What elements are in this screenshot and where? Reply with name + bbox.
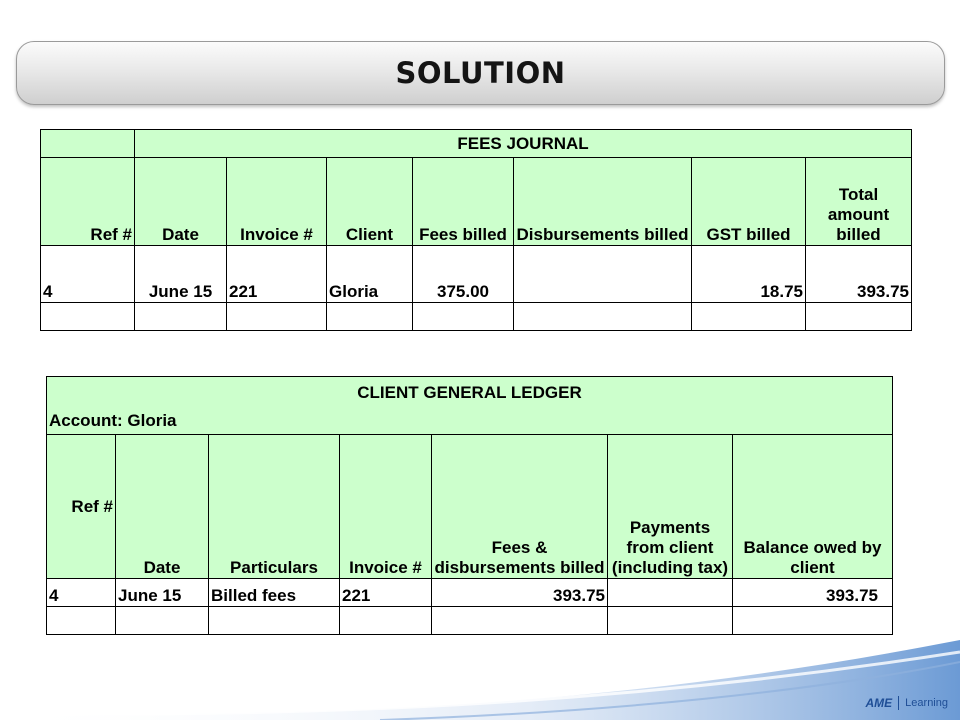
ledger-header-invoice: Invoice # [340,435,432,579]
fees-cell-disbursements [514,246,692,303]
fees-cell-total: 393.75 [806,246,912,303]
fees-empty-cell [413,303,514,331]
fees-journal-corner [41,130,135,158]
ledger-cell-balance: 393.75 [733,579,893,607]
fees-header-total: Total amount billed [806,158,912,246]
ledger-cell-ref: 4 [47,579,116,607]
client-ledger-table [46,376,893,635]
logo-brand: AME [865,696,893,710]
footer-wave-decoration [0,600,960,720]
page-title: SOLUTION [395,56,566,90]
fees-header-gst: GST billed [692,158,806,246]
logo-subtitle: Learning [905,697,948,709]
fees-empty-cell [135,303,227,331]
fees-header-date: Date [135,158,227,246]
ledger-header-balance: Balance owed by client [733,435,893,579]
title-banner [16,41,945,105]
ledger-cell-date: June 15 [116,579,209,607]
table-row [41,303,912,331]
ledger-cell-particulars: Billed fees [209,579,340,607]
fees-empty-cell [806,303,912,331]
fees-journal-table [40,129,912,331]
table-row [41,246,912,303]
ledger-header-fees-disbursements: Fees & disbursements billed [432,435,608,579]
fees-cell-ref: 4 [41,246,135,303]
fees-cell-invoice: 221 [227,246,327,303]
fees-cell-date: June 15 [135,246,227,303]
fees-cell-client: Gloria [327,246,413,303]
fees-empty-cell [327,303,413,331]
ledger-account: Account: Gloria [49,410,177,430]
ledger-cell-fees-disbursements: 393.75 [432,579,608,607]
ame-learning-logo [866,692,949,714]
ledger-header-ref: Ref # [47,435,116,579]
ledger-cell-invoice: 221 [340,579,432,607]
fees-header-ref: Ref # [41,158,135,246]
fees-empty-cell [514,303,692,331]
fees-empty-cell [41,303,135,331]
fees-journal-title: FEES JOURNAL [135,130,912,158]
logo-divider [898,696,899,710]
fees-header-client: Client [327,158,413,246]
fees-empty-cell [692,303,806,331]
ledger-title: CLIENT GENERAL LEDGER [357,382,582,402]
fees-cell-fees: 375.00 [413,246,514,303]
ledger-header-particulars: Particulars [209,435,340,579]
fees-header-disbursements: Disbursements billed [514,158,692,246]
fees-cell-gst: 18.75 [692,246,806,303]
fees-empty-cell [227,303,327,331]
fees-header-invoice: Invoice # [227,158,327,246]
ledger-header-date: Date [116,435,209,579]
ledger-header-payments: Payments from client (including tax) [608,435,733,579]
ledger-title-cell [47,377,893,435]
fees-header-fees: Fees billed [413,158,514,246]
